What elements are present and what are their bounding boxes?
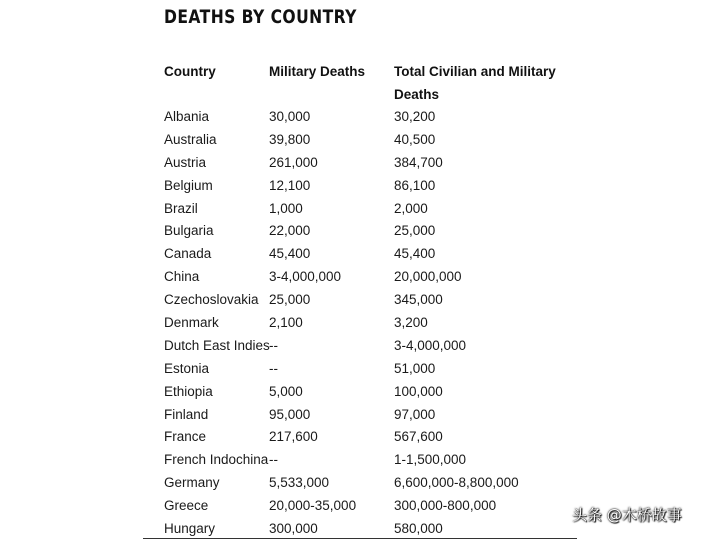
table-row <box>0 335 720 358</box>
table-row <box>0 175 720 198</box>
cell-total-deaths: 20,000,000 <box>394 269 462 285</box>
table-body <box>0 106 720 540</box>
cell-military-deaths: 1,000 <box>269 200 303 216</box>
cell-total-deaths: 100,000 <box>394 383 443 399</box>
table-row <box>0 129 720 152</box>
cell-country: Albania <box>164 109 210 124</box>
cell-total-deaths: 97,000 <box>394 406 436 422</box>
table-bottom-rule <box>143 538 577 539</box>
cell-military-deaths: 5,000 <box>269 383 303 399</box>
table-row <box>0 220 720 243</box>
cell-country: Australia <box>164 131 217 147</box>
cell-total-deaths: 25,000 <box>394 223 436 239</box>
cell-total-deaths: 580,000 <box>394 521 443 537</box>
cell-country: Czechoslovakia <box>164 292 259 308</box>
cell-military-deaths: -- <box>269 452 278 468</box>
cell-military-deaths: 12,100 <box>269 177 311 193</box>
table-row <box>0 404 720 427</box>
cell-military-deaths: 20,000-35,000 <box>269 498 357 514</box>
cell-total-deaths: 45,400 <box>394 246 436 262</box>
page-title: DEATHS BY COUNTRY <box>164 6 357 28</box>
table-row <box>0 266 720 289</box>
column-header-military-deaths: Military Deaths <box>269 64 366 79</box>
cell-military-deaths: 2,100 <box>269 315 303 331</box>
table-row <box>0 289 720 312</box>
cell-military-deaths: -- <box>269 360 278 376</box>
column-header-total-line1: Total Civilian and Military <box>394 64 556 79</box>
watermark: 头条 @木桥故事 <box>572 506 682 524</box>
cell-country: Canada <box>164 246 212 262</box>
cell-total-deaths: 3,200 <box>394 315 428 331</box>
table-row <box>0 472 720 495</box>
table-row <box>0 243 720 266</box>
cell-military-deaths: -- <box>269 337 278 353</box>
cell-total-deaths: 300,000-800,000 <box>394 498 497 514</box>
column-header-total-line2: Deaths <box>394 87 440 102</box>
table-row <box>0 381 720 404</box>
cell-military-deaths: 25,000 <box>269 292 311 308</box>
column-header-total-deaths <box>394 60 574 106</box>
cell-country: China <box>164 269 200 285</box>
cell-country: Denmark <box>164 315 219 331</box>
cell-military-deaths: 217,600 <box>269 429 318 445</box>
table-row <box>0 312 720 335</box>
table-row <box>0 358 720 381</box>
cell-total-deaths: 345,000 <box>394 292 443 308</box>
cell-total-deaths: 3-4,000,000 <box>394 337 467 353</box>
table-row <box>0 449 720 472</box>
cell-military-deaths: 22,000 <box>269 223 311 239</box>
cell-country: Germany <box>164 475 220 491</box>
cell-country: Bulgaria <box>164 223 214 239</box>
cell-country: Brazil <box>164 200 198 216</box>
cell-military-deaths: 45,400 <box>269 246 311 262</box>
cell-total-deaths: 567,600 <box>394 429 443 445</box>
column-header-country: Country <box>164 64 216 79</box>
cell-military-deaths: 39,800 <box>269 131 311 147</box>
table-row <box>0 106 720 129</box>
cell-country: Austria <box>164 154 207 170</box>
cell-country: France <box>164 429 207 445</box>
cell-military-deaths: 95,000 <box>269 406 311 422</box>
cell-country: Greece <box>164 498 209 514</box>
cell-total-deaths: 384,700 <box>394 154 443 170</box>
cell-total-deaths: 86,100 <box>394 177 436 193</box>
table-row <box>0 426 720 449</box>
cell-country: Ethiopia <box>164 383 213 399</box>
cell-country: Estonia <box>164 360 210 376</box>
cell-country: Hungary <box>164 521 216 537</box>
cell-military-deaths: 3-4,000,000 <box>269 269 342 285</box>
cell-country: Dutch East Indies <box>164 337 270 353</box>
cell-total-deaths: 1-1,500,000 <box>394 452 467 468</box>
cell-total-deaths: 30,200 <box>394 109 436 124</box>
table-row <box>0 198 720 221</box>
cell-country: Finland <box>164 406 209 422</box>
cell-total-deaths: 40,500 <box>394 131 436 147</box>
cell-country: Belgium <box>164 177 213 193</box>
cell-total-deaths: 51,000 <box>394 360 436 376</box>
cell-total-deaths: 6,600,000-8,800,000 <box>394 475 519 491</box>
cell-military-deaths: 261,000 <box>269 154 318 170</box>
cell-country: French Indochina <box>164 452 269 468</box>
cell-military-deaths: 30,000 <box>269 109 311 124</box>
table-row <box>0 152 720 175</box>
cell-military-deaths: 300,000 <box>269 521 318 537</box>
cell-total-deaths: 2,000 <box>394 200 428 216</box>
table-header <box>0 60 720 106</box>
cell-military-deaths: 5,533,000 <box>269 475 330 491</box>
